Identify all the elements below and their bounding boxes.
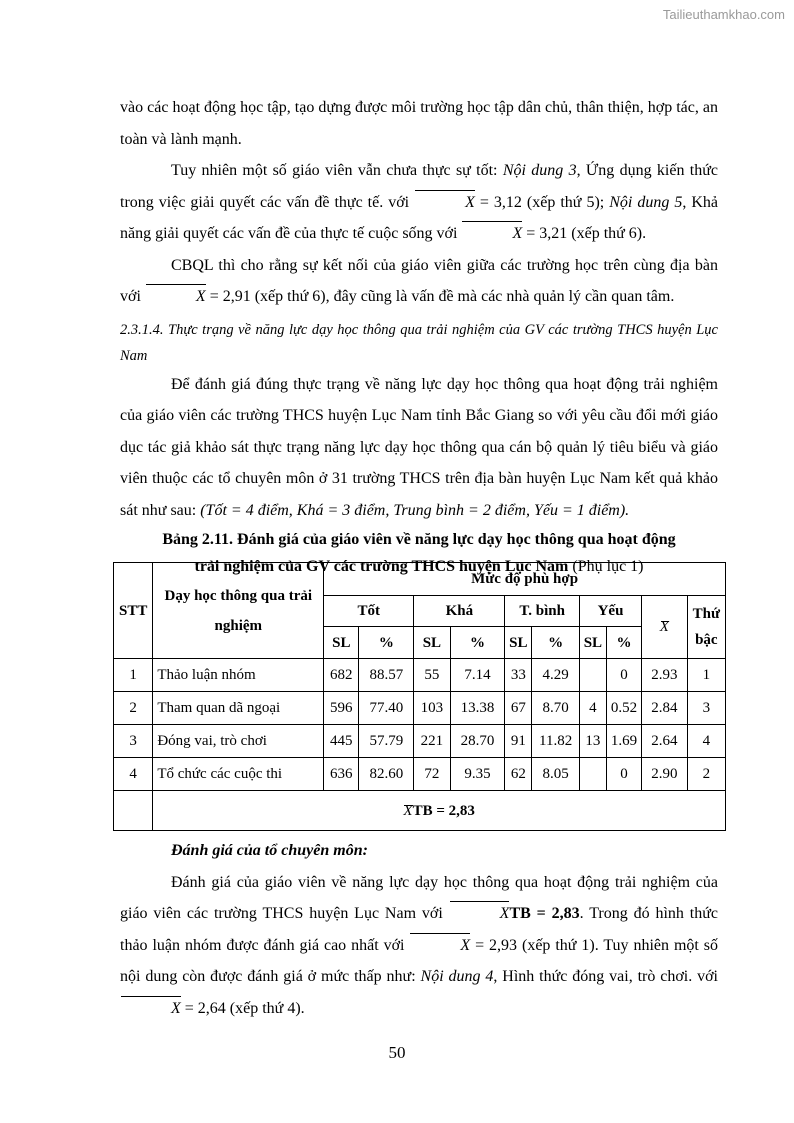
header-sl: SL [579,627,606,659]
header-activity: Dạy học thông qua trải nghiệm [153,563,324,659]
table-average-row: XTB = 2,83 [114,791,726,831]
header-sl: SL [505,627,532,659]
header-rank: Thứ bậc [687,596,725,659]
x-bar-symbol: X [461,218,522,250]
header-pct: % [606,627,641,659]
table-row: 3 Đóng vai, trò chơi 445 57.79 221 28.70 91 11.82 13 1.69 2.64 4 [114,725,726,758]
paragraph-4: Để đánh giá đúng thực trạng về năng lực dạy học thông qua hoạt động trải nghiệm của giáo viên các trường THCS huyện Lục Nam tỉnh Bắc Giang so với yêu cầu đổi mới giáo dục tác giả khảo sát thực trạng năng lực dạy học thông qua cán bộ quản lý tiêu biểu và giáo viên thuộc các tổ chuyên môn ở 31 trường THCS trên địa bàn huyện Lục Nam kết quả khảo sát như sau: (Tốt = 4 điểm, Khá = 3 điểm, Trung bình = 2 điểm, Yếu = 1 điểm). [120,375,718,519]
x-bar-symbol: X [145,281,206,313]
survey-table [113,562,726,831]
table-caption: Bảng 2.11. Đánh giá của giáo viên về năng lực dạy học thông qua hoạt động trải nghiệm của GV các trường THCS huyện Lục Nam (Phụ lục 1) [162,531,676,575]
header-x-mean: X [642,596,688,659]
paragraph-5: Đánh giá của giáo viên về năng lực dạy học thông qua hoạt động trải nghiệm của giáo viên các trường THCS huyện Lục Nam với XTB = 2,83. Trong đó hình thức thảo luận nhóm được đánh giá cao nhất với X = 2,93 (xếp thứ 1). Tuy nhiên một số nội dung còn được đánh giá ở mức thấp như: Nội dung 4, Hình thức đóng vai, trò chơi. với X = 2,64 (xếp thứ 4). [120,867,718,1025]
section-heading: 2.3.1.4. Thực trạng về năng lực dạy học thông qua trải nghiệm của GV các trường THCS huyện Lục Nam [120,321,718,364]
table-row: 2 Tham quan dã ngoại 596 77.40 103 13.38 67 8.70 4 0.52 2.84 3 [114,692,726,725]
header-kha: Khá [414,596,505,627]
header-tot: Tốt [324,596,414,627]
body-text-top [120,92,718,580]
table-row: 4 Tổ chức các cuộc thi 636 82.60 72 9.35 62 8.05 0 2.90 2 [114,758,726,791]
paragraph-2: Tuy nhiên một số giáo viên vẫn chưa thực sự tốt: Nội dung 3, Ứng dụng kiến thức trong việc giải quyết các vấn đề thực tế. với X = 3,12 (xếp thứ 5); Nội dung 5, Khả năng giải quyết các vấn đề của thực tế cuộc sống với X = 3,21 (xếp thứ 6). [120,155,718,250]
x-bar-symbol: X [120,993,181,1025]
page-number: 50 [388,1043,406,1062]
paragraph-3: CBQL thì cho rằng sự kết nối của giáo viên giữa các trường học trên cùng địa bàn với X = 2,91 (xếp thứ 6), đây cũng là vấn đề mà các nhà quản lý cần quan tâm. [120,250,718,313]
x-bar-symbol: X [414,187,475,219]
watermark: Tailieuthamkhao.com [662,7,785,22]
header-pct: % [450,627,505,659]
header-tb: T. bình [505,596,580,627]
body-text-bottom [120,835,718,1024]
header-stt: STT [114,563,153,659]
x-bar-symbol: X [449,898,510,930]
paragraph-1: vào các hoạt động học tập, tạo dựng được môi trường học tập dân chủ, thân thiện, hợp tác, an toàn và lành mạnh. [120,99,718,148]
header-yeu: Yếu [579,596,641,627]
evaluation-heading: Đánh giá của tổ chuyên môn: [171,842,368,859]
header-sl: SL [324,627,359,659]
header-level: Mức độ phù hợp [324,563,726,596]
header-pct: % [359,627,414,659]
header-sl: SL [414,627,450,659]
header-pct: % [532,627,580,659]
x-bar-symbol: X [409,930,470,962]
table-row: 1 Thảo luận nhóm 682 88.57 55 7.14 33 4.29 0 2.93 1 [114,659,726,692]
